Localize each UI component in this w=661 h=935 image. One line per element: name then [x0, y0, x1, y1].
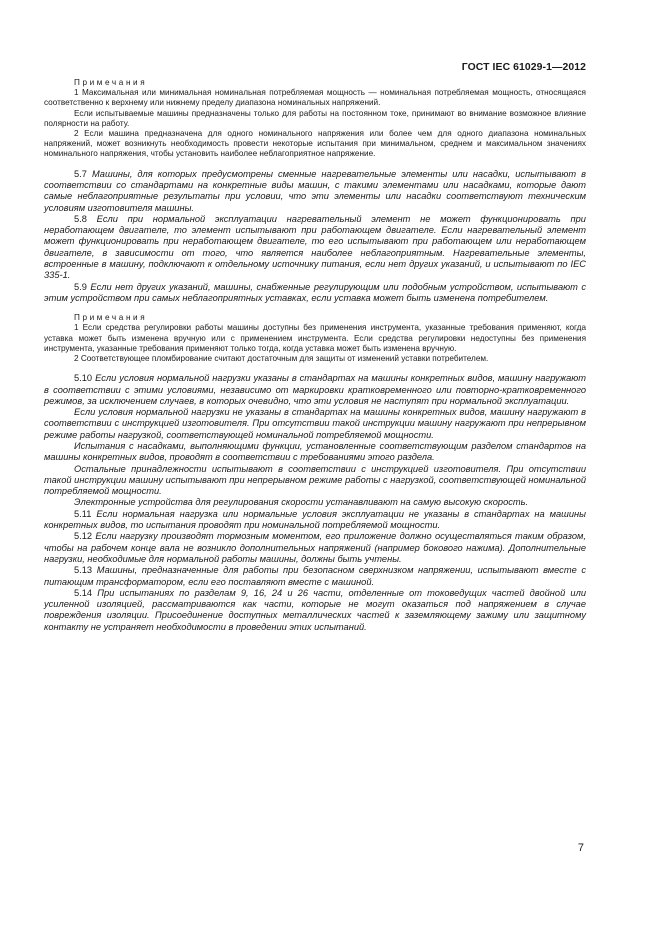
- notes-title: Примечания: [74, 313, 148, 323]
- section-paragraph: [44, 531, 586, 565]
- section-paragraph: [44, 441, 586, 464]
- section-paragraph: [44, 407, 586, 441]
- note-paragraph: Если испытываемые машины предназначены только для работы на постоянном токе, принимают во внимание возможное влияние полярности на работу.: [44, 108, 586, 128]
- section-text: Если нет других указаний, машины, снабженные регулирующим или подобным устройством, испытывают с этим устройством при самых неблагоприятных уставках, если уставка может быть изменена потребителем.: [44, 281, 586, 303]
- section-paragraph: [44, 373, 586, 407]
- note-paragraph: 2 Если машина предназначена для одного номинального напряжения или более чем для одного диапазона номинальных напряжений, может возникнуть необходимость провести некоторые испытания при минимальном, среднем и максимальном значениях номинального напряжения, чтобы установить наиболее неблагоприятное напряжение.: [44, 129, 586, 159]
- section-number: 5.7: [74, 168, 87, 179]
- section-paragraph: [44, 464, 586, 498]
- page-number: 7: [577, 842, 584, 854]
- section-text: При испытаниях по разделам 9, 16, 24 и 26 части, отделенные от токоведущих частей двойной или усиленной изоляцией, рассматриваются как части, которые не могут оказаться под напряжением в случае повреждения изоляции. Присоединение доступных металлических частей к заземляющему зажиму или защитному контакту не устраняет необходимости в проведении этих испытаний.: [44, 587, 586, 632]
- page-content: [44, 78, 586, 633]
- section-text: Остальные принадлежности испытывают в соответствии с инструкцией изготовителя. При отсутствии такой инструкции машину испытывают при непрерывном режиме работы с нагрузкой, соответствующей номинальной потребляемой мощности.: [44, 463, 586, 497]
- section-text: Если нагрузку производят тормозным моментом, его приложение должно осуществляться таким образом, чтобы на рабочем конце вала не возникло дополнительных напряжений (например бокового нажима). Дополнительные нагрузки, необходимые для нормальной работы машины, должны быть учтены.: [44, 531, 586, 564]
- notes-title: Примечания: [74, 78, 148, 87]
- section-paragraph: [44, 169, 586, 214]
- section-paragraph: [44, 282, 586, 305]
- section-number: 5.11: [74, 508, 92, 519]
- section-text: Электронные устройства для регулирования скорости устанавливают на самую высокую скорость.: [74, 497, 529, 508]
- document-page: [44, 0, 586, 935]
- section-paragraph: [44, 214, 586, 282]
- section-text: Испытания с насадками, выполняющими функции, установленные соответствующим разделом стандартов на машины конкретных видов, проводят в соответствии с требованиями этого раздела.: [44, 440, 586, 463]
- section-text: Машины, предназначенные для работы при безопасном сверхнизком напряжении, испытывают вместе с питающим трансформатором, если его поставляют вместе с машиной.: [44, 565, 586, 587]
- section-text: Если нормальная нагрузка или нормальные условия эксплуатации не указаны в стандартах на машины конкретных видов, то испытания проводят при номинальной потребляемой мощности.: [44, 508, 586, 531]
- section-number: 5.13: [74, 565, 93, 576]
- section-number: 5.10: [74, 373, 93, 384]
- section-text: Если при нормальной эксплуатации нагревательный элемент не может функционировать при неработающем двигателе, то элемент испытывают при работающем двигателе. Если нагревательный элемент может функционировать при неработающем двигателе, то его испытывают при работающем или неработающем двигателе, в зависимости от того, что является наиболее неблагоприятным. Нагревательные элементы, встроенные в машину, подключают к отдельному источнику питания, если нет других указаний, и испытывают по IEC 335-1.: [44, 213, 586, 281]
- section-paragraph: [44, 509, 586, 532]
- section-paragraph: [44, 497, 586, 508]
- section-paragraph: [44, 588, 586, 633]
- section-text: Если условия нормальной нагрузки не указаны в стандартах на машины конкретных видов, машину нагружают в соответствии с инструкцией изготовителя. При отсутствии такой инструкции машину нагружают при непрерывном режиме работы нагрузкой, соответствующей номинальной потребляемой мощности.: [44, 407, 586, 440]
- section-text: Если условия нормальной нагрузки указаны в стандартах на машины конкретных видов, машину нагружают в соответствии с этими условиями, независимо от маркировки кратковременного или повторно-кратковременного режимов, за исключением случаев, в которых очевидно, что эти условия не наступят при нормальной эксплуатации.: [44, 373, 586, 406]
- section-number: 5.12: [74, 531, 93, 542]
- standard-header: ГОСТ IEC 61029-1—2012: [461, 62, 586, 73]
- note-paragraph: 1 Если средства регулировки работы машины доступны без применения инструмента, указанные требования применяют, когда уставка может быть изменена вручную или с применением инструмента. Если средства регулировки недоступны без применения инструмента, указанные требования применяют только тогда, когда уставка может быть изменена вручную.: [44, 323, 586, 353]
- section-number: 5.8: [74, 213, 87, 224]
- section-paragraph: [44, 565, 586, 588]
- note-paragraph: 2 Соответствующее пломбирование считают достаточным для защиты от изменений уставки потребителем.: [74, 354, 489, 363]
- section-number: 5.9: [74, 281, 87, 292]
- note-paragraph: 1 Максимальная или минимальная номинальная потребляемая мощность — номинальная потребляемая мощность, относящаяся соответственно к верхнему или нижнему пределу диапазона номинальных напряжений.: [44, 88, 586, 108]
- section-number: 5.14: [74, 587, 93, 598]
- section-text: Машины, для которых предусмотрены сменные нагревательные элементы или насадки, испытывают в соответствии со стандартами на конкретные виды машин, с такими элементами или насадками, которые дают самые неблагоприятные результаты при условии, что эти элементы или насадки соответствуют техническим условиям изготовителя машины.: [44, 168, 586, 213]
